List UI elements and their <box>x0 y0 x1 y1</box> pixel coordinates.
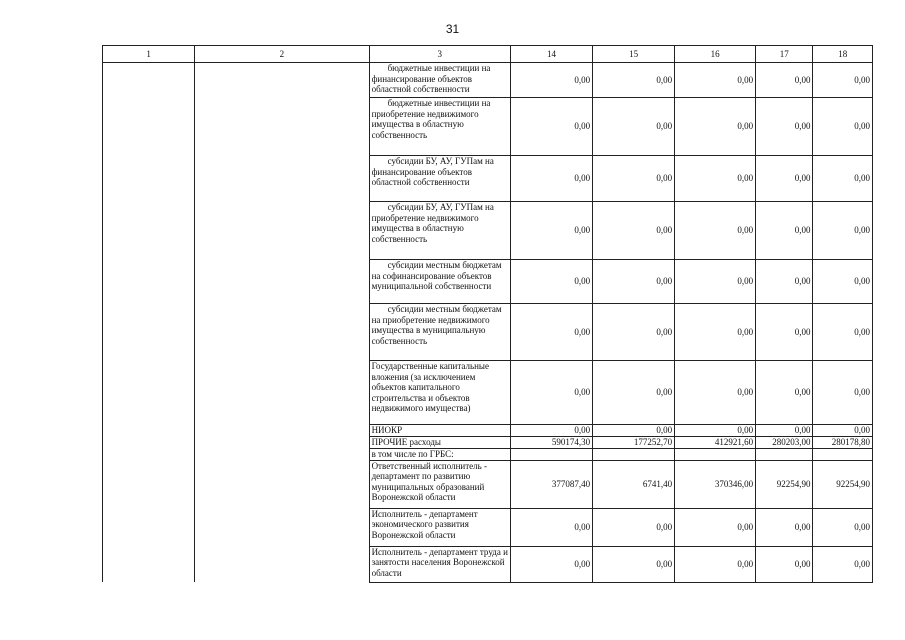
value-cell: 0,00 <box>675 425 756 437</box>
value-cell: 0,00 <box>675 63 756 98</box>
value-cell: 0,00 <box>756 260 813 304</box>
column-header: 15 <box>593 46 675 63</box>
value-cell: 0,00 <box>675 304 756 361</box>
value-cell: 0,00 <box>593 304 675 361</box>
value-cell: 0,00 <box>593 361 675 425</box>
row-label: субсидии местным бюджетам на софинансирование объектов муниципальной собственности <box>369 260 510 304</box>
value-cell: 0,00 <box>756 304 813 361</box>
column-header: 3 <box>369 46 510 63</box>
value-cell: 280178,80 <box>813 436 873 448</box>
value-cell: 0,00 <box>813 546 873 582</box>
value-cell: 0,00 <box>813 425 873 437</box>
value-cell: 0,00 <box>675 546 756 582</box>
value-cell: 0,00 <box>593 156 675 202</box>
value-cell: 0,00 <box>813 361 873 425</box>
column-header: 17 <box>756 46 813 63</box>
value-cell: 0,00 <box>511 361 593 425</box>
value-cell: 0,00 <box>813 156 873 202</box>
column-header: 18 <box>813 46 873 63</box>
value-cell: 0,00 <box>511 156 593 202</box>
column-header: 14 <box>511 46 593 63</box>
value-cell: 177252,70 <box>593 436 675 448</box>
budget-table <box>102 45 873 583</box>
value-cell: 0,00 <box>756 202 813 260</box>
value-cell: 280203,00 <box>756 436 813 448</box>
value-cell: 0,00 <box>511 508 593 546</box>
value-cell: 0,00 <box>593 98 675 156</box>
value-cell: 0,00 <box>813 508 873 546</box>
column-header: 16 <box>675 46 756 63</box>
value-cell: 0,00 <box>813 304 873 361</box>
value-cell: 0,00 <box>756 546 813 582</box>
value-cell: 0,00 <box>675 202 756 260</box>
value-cell: 0,00 <box>756 98 813 156</box>
value-cell: 590174,30 <box>511 436 593 448</box>
row-label: в том числе по ГРБС: <box>369 448 510 460</box>
value-cell: 0,00 <box>675 98 756 156</box>
value-cell: 0,00 <box>675 156 756 202</box>
row-label: бюджетные инвестиции на приобретение недвижимого имущества в областную собственность <box>369 98 510 156</box>
value-cell: 0,00 <box>756 63 813 98</box>
value-cell: 0,00 <box>511 304 593 361</box>
row-label: ПРОЧИЕ расходы <box>369 436 510 448</box>
value-cell: 0,00 <box>813 98 873 156</box>
empty-col-1 <box>103 63 195 583</box>
value-cell: 0,00 <box>756 508 813 546</box>
value-cell: 0,00 <box>511 98 593 156</box>
value-cell <box>675 448 756 460</box>
column-header: 2 <box>195 46 369 63</box>
row-label: субсидии БУ, АУ, ГУПам на приобретение недвижимого имущества в областную собственность <box>369 202 510 260</box>
value-cell <box>593 448 675 460</box>
value-cell: 0,00 <box>813 63 873 98</box>
value-cell: 0,00 <box>593 425 675 437</box>
row-label: Ответственный исполнитель - департамент по развитию муниципальных образований Воронежской области <box>369 460 510 508</box>
value-cell: 92254,90 <box>813 460 873 508</box>
value-cell: 0,00 <box>593 63 675 98</box>
row-label: субсидии БУ, АУ, ГУПам на финансирование объектов областной собственности <box>369 156 510 202</box>
value-cell: 0,00 <box>511 425 593 437</box>
value-cell: 0,00 <box>511 260 593 304</box>
value-cell: 0,00 <box>675 361 756 425</box>
value-cell: 0,00 <box>593 508 675 546</box>
value-cell: 0,00 <box>511 63 593 98</box>
value-cell: 0,00 <box>593 260 675 304</box>
value-cell: 377087,40 <box>511 460 593 508</box>
row-label: Исполнитель - департамент труда и занятости населения Воронежской области <box>369 546 510 582</box>
row-label: НИОКР <box>369 425 510 437</box>
value-cell: 0,00 <box>756 361 813 425</box>
value-cell: 0,00 <box>511 202 593 260</box>
row-label: субсидии местным бюджетам на приобретение недвижимого имущества в муниципальную собственность <box>369 304 510 361</box>
value-cell: 0,00 <box>813 260 873 304</box>
value-cell: 412921,60 <box>675 436 756 448</box>
header-row <box>103 46 873 63</box>
row-label: Государственные капитальные вложения (за исключением объектов капитального строительства и объектов недвижимого имущества) <box>369 361 510 425</box>
value-cell: 92254,90 <box>756 460 813 508</box>
value-cell: 0,00 <box>511 546 593 582</box>
page-number: 31 <box>445 22 460 36</box>
value-cell: 6741,40 <box>593 460 675 508</box>
value-cell: 0,00 <box>756 425 813 437</box>
value-cell: 370346,00 <box>675 460 756 508</box>
value-cell: 0,00 <box>675 508 756 546</box>
column-header: 1 <box>103 46 195 63</box>
table-row <box>103 63 873 98</box>
row-label: Исполнитель - департамент экономического развития Воронежской области <box>369 508 510 546</box>
value-cell: 0,00 <box>756 156 813 202</box>
value-cell <box>511 448 593 460</box>
value-cell: 0,00 <box>593 202 675 260</box>
value-cell <box>813 448 873 460</box>
value-cell: 0,00 <box>675 260 756 304</box>
value-cell: 0,00 <box>813 202 873 260</box>
value-cell: 0,00 <box>593 546 675 582</box>
value-cell <box>756 448 813 460</box>
empty-col-2 <box>195 63 369 583</box>
row-label: бюджетные инвестиции на финансирование объектов областной собственности <box>369 63 510 98</box>
